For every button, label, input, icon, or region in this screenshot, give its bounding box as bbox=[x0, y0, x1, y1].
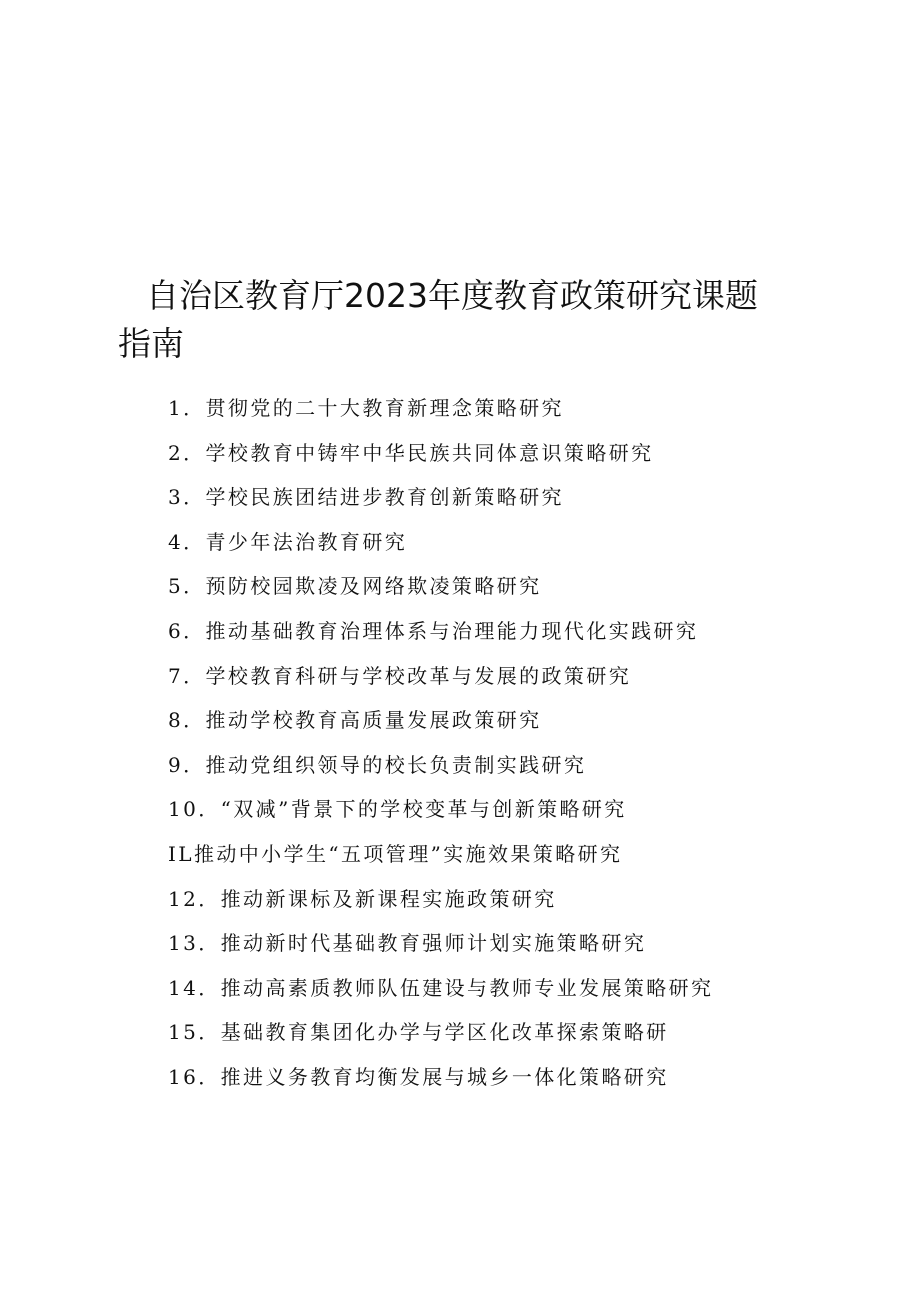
topic-item-5: 5．预防校园欺凌及网络欺凌策略研究 bbox=[168, 574, 542, 599]
topic-item-2: 2．学校教育中铸牢中华民族共同体意识策略研究 bbox=[168, 440, 654, 465]
topic-item-9: 9．推动党组织领导的校长负责制实践研究 bbox=[168, 752, 587, 777]
topic-item-8: 8．推动学校教育高质量发展政策研究 bbox=[168, 708, 542, 733]
topic-item-6: 6．推动基础教育治理体系与治理能力现代化实践研究 bbox=[168, 618, 699, 643]
topic-item-13: 13．推动新时代基础教育强师计划实施策略研究 bbox=[168, 931, 647, 956]
topic-item-4: 4．青少年法治教育研究 bbox=[168, 529, 408, 554]
topic-item-3: 3．学校民族团结进步教育创新策略研究 bbox=[168, 485, 564, 510]
topic-item-15: 15．基础教育集团化办学与学区化改革探索策略研 bbox=[168, 1020, 669, 1045]
topic-item-14: 14．推动高素质教师队伍建设与教师专业发展策略研究 bbox=[168, 975, 714, 1000]
document-title: 自治区教育厅2023年度教育政策研究课题指南 bbox=[118, 276, 758, 364]
topic-item-1: 1．贯彻党的二十大教育新理念策略研究 bbox=[168, 396, 564, 420]
topic-item-7: 7．学校教育科研与学校改革与发展的政策研究 bbox=[168, 663, 632, 688]
topic-item-12: 12．推动新课标及新课程实施政策研究 bbox=[168, 886, 557, 911]
topic-item-10: 10．“双减”背景下的学校变革与创新策略研究 bbox=[168, 797, 627, 822]
topic-list bbox=[168, 386, 713, 1100]
topic-item-11: IL推动中小学生“五项管理”实施效果策略研究 bbox=[168, 841, 623, 866]
topic-item-16: 16．推进义务教育均衡发展与城乡一体化策略研究 bbox=[168, 1064, 669, 1089]
